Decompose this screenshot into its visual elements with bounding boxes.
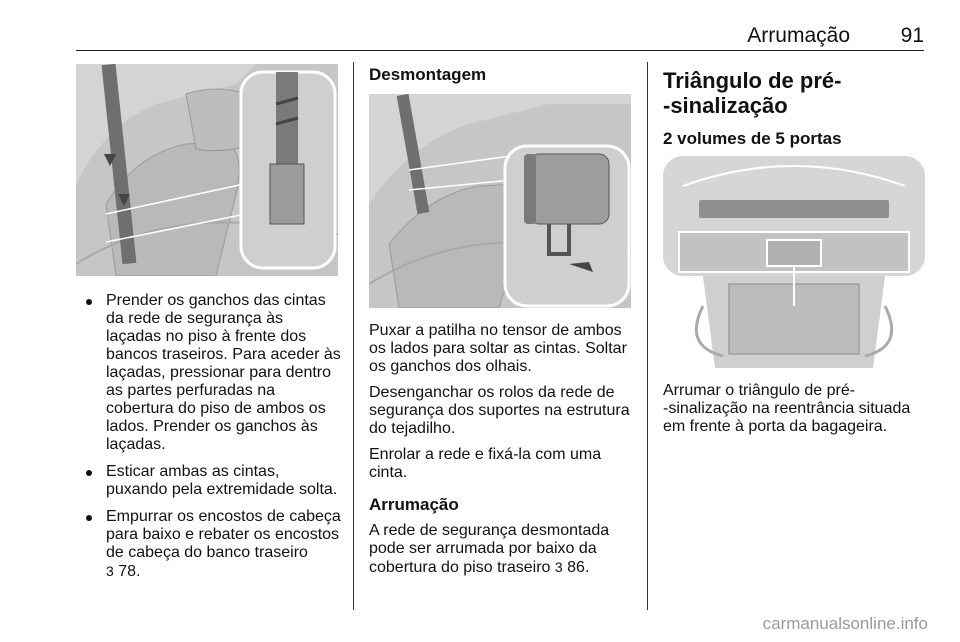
column-1 (76, 292, 342, 590)
paragraph: Arrumar o triângulo de pré- -sinalização na reentrância situada em frente à porta da bagageira. (663, 382, 911, 435)
column-3 (663, 382, 925, 444)
watermark: carmanualsonline.info (762, 614, 928, 633)
list-item: Prender os ganchos das cintas da rede de segurança às laçadas no piso à frente dos bancos traseiros. Para aceder às laçadas, pressionar para dentro as partes perfuradas na cobertura do piso de ambos os lados. Prender os ganchos às laçadas. (76, 292, 342, 454)
column-divider-2 (647, 62, 648, 610)
page-ref-arrow-icon: 3 (106, 563, 114, 579)
header-rule (76, 50, 924, 51)
list-item: Esticar ambas as cintas, puxando pela extremidade solta. (76, 463, 342, 499)
bullet-dot-icon (86, 299, 92, 305)
section-title: Arrumação (747, 24, 850, 47)
page-ref-link[interactable]: 86. (567, 559, 590, 576)
heading-arrumacao: Arrumação (369, 495, 459, 514)
paragraph: A rede de segurança desmontada pode ser arrumada por baixo da cobertura do piso traseiro 3 86. (369, 522, 610, 576)
page-header (76, 22, 924, 50)
paragraph: Puxar a patilha no tensor de ambos os lados para soltar as cintas. Soltar os ganchos dos olhais. (369, 322, 627, 375)
column-3-title (663, 68, 925, 148)
heading-desmontagem: Desmontagem (369, 65, 487, 84)
page-ref-arrow-icon: 3 (554, 559, 563, 575)
page-ref-link[interactable]: 78. (118, 563, 141, 580)
paragraph: Enrolar a rede e fixá-la com uma cinta. (369, 446, 602, 481)
paragraph: Desenganchar os rolos da rede de segurança dos suportes na estrutura do tejadilho. (369, 384, 630, 437)
bullet-dot-icon (86, 470, 92, 476)
subheading-hatchback: 2 volumes de 5 portas (663, 129, 842, 148)
page-number: 91 (900, 24, 924, 47)
list-item: Empurrar os encostos de cabeça para baixo e rebater os encostos de cabeça do banco traseiro 3 78. (76, 508, 342, 581)
figure-net-tensor-release (369, 94, 631, 308)
figure-warning-triangle-stowage (663, 156, 925, 368)
section-heading: Triângulo de pré- -sinalização (663, 68, 842, 118)
bullet-dot-icon (86, 515, 92, 521)
figure-rear-seat-net-hooks (76, 64, 338, 276)
column-divider-1 (353, 62, 354, 610)
column-2-heading (369, 66, 631, 84)
instruction-list (76, 292, 342, 581)
column-2 (369, 322, 637, 585)
